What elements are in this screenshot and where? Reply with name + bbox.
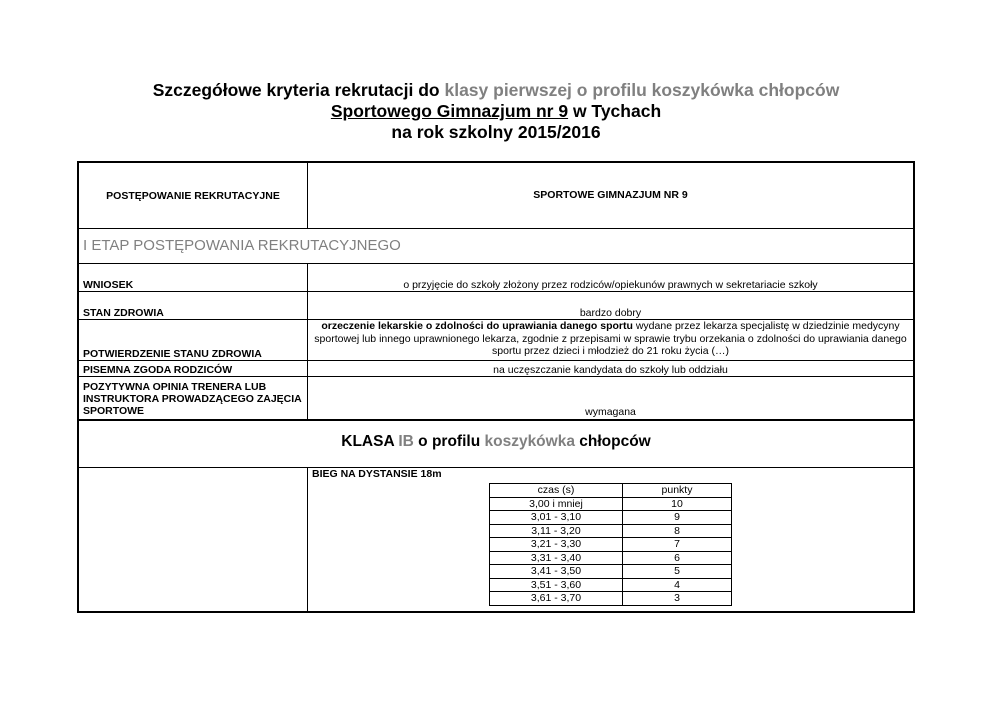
- header-col1: POSTĘPOWANIE REKRUTACYJNE: [79, 163, 308, 228]
- points-cell: 6: [623, 551, 732, 565]
- points-header-points: punkty: [623, 484, 732, 498]
- title-text: Szczegółowe kryteria rekrutacji do: [152, 80, 445, 100]
- time-cell: 3,31 - 3,40: [490, 551, 623, 565]
- table-row: [490, 592, 732, 606]
- time-cell: 3,21 - 3,30: [490, 538, 623, 552]
- criterion-value: na uczęszczanie kandydata do szkoły lub oddziału: [493, 363, 728, 376]
- klasa-profile: koszykówka: [484, 433, 575, 450]
- table-row: [490, 551, 732, 565]
- points-cell: 10: [623, 497, 732, 511]
- table-row: [79, 264, 913, 292]
- klasa-text: o profilu: [413, 433, 485, 450]
- time-cell: 3,00 i mniej: [490, 497, 623, 511]
- criterion-value: o przyjęcie do szkoły złożony przez rodziców/opiekunów prawnych w sekretariacie szkoły: [403, 278, 818, 291]
- etap-heading: I ETAP POSTĘPOWANIA REKRUTACYJNEGO: [83, 237, 401, 254]
- table-row: [79, 320, 913, 361]
- table-row: [79, 292, 913, 320]
- points-cell: 9: [623, 511, 732, 525]
- school-name: Sportowego Gimnazjum nr 9: [330, 101, 569, 121]
- school-city: w Tychach: [568, 101, 662, 121]
- points-header-time: czas (s): [490, 484, 623, 498]
- test-row: [79, 468, 913, 611]
- klasa-heading: [79, 421, 913, 463]
- criterion-label: POZYTYWNA OPINIA TRENERA LUB INSTRUKTORA PROWADZĄCEGO ZAJĘCIA SPORTOWE: [79, 377, 308, 419]
- criterion-label: PISEMNA ZGODA RODZICÓW: [79, 361, 308, 376]
- points-cell: 3: [623, 592, 732, 606]
- criterion-label: WNIOSEK: [79, 264, 308, 291]
- klasa-name: IB: [398, 433, 414, 450]
- points-header-row: [490, 484, 732, 498]
- time-cell: 3,61 - 3,70: [490, 592, 623, 606]
- time-cell: 3,01 - 3,10: [490, 511, 623, 525]
- header-col2: SPORTOWE GIMNAZJUM NR 9: [533, 189, 688, 202]
- time-cell: 3,41 - 3,50: [490, 565, 623, 579]
- title-profile: klasy pierwszej o profilu koszykówka chłopców: [444, 80, 840, 100]
- points-table: [489, 483, 732, 606]
- time-cell: 3,51 - 3,60: [490, 578, 623, 592]
- klasa-row: [79, 421, 913, 468]
- recruitment-table: [77, 161, 915, 613]
- test-name: BIEG NA DYSTANSIE 18m: [312, 468, 442, 480]
- table-row: [490, 565, 732, 579]
- table-row: [490, 578, 732, 592]
- title-line-1: [0, 80, 992, 101]
- klasa-text: KLASA: [341, 433, 399, 450]
- etap-row: [79, 229, 913, 264]
- test-empty-cell: [79, 468, 308, 611]
- criterion-value: [308, 320, 913, 360]
- table-row: [490, 538, 732, 552]
- time-cell: 3,11 - 3,20: [490, 524, 623, 538]
- points-cell: 4: [623, 578, 732, 592]
- criterion-value: wymagana: [585, 405, 636, 418]
- table-row: [490, 511, 732, 525]
- page-title: [0, 80, 992, 143]
- table-row: [490, 524, 732, 538]
- title-line-3: na rok szkolny 2015/2016: [391, 122, 601, 142]
- criterion-label: STAN ZDROWIA: [79, 292, 308, 319]
- table-row: [79, 361, 913, 377]
- klasa-text: chłopców: [574, 433, 651, 450]
- title-line-2: [0, 101, 992, 122]
- points-cell: 7: [623, 538, 732, 552]
- table-row: [490, 497, 732, 511]
- table-header-row: [79, 163, 913, 229]
- criterion-value-bold: orzeczenie lekarskie o zdolności do uprawiania danego sportu: [321, 320, 633, 332]
- points-cell: 5: [623, 565, 732, 579]
- criterion-label: POTWIERDZENIE STANU ZDROWIA: [79, 320, 308, 360]
- test-cell: [308, 468, 913, 611]
- table-row: [79, 377, 913, 421]
- points-cell: 8: [623, 524, 732, 538]
- criterion-value-text: wydane przez lekarza specjalistę w dziedzinie medycyny sportowej lub innego uprawnionego lekarza, zgodnie z przepisami w sprawie trybu orzekania o zdolności do uprawiania danego sportu przez dzieci i młodzież do 21 roku życia (…): [314, 320, 907, 357]
- criterion-value: bardzo dobry: [579, 306, 642, 319]
